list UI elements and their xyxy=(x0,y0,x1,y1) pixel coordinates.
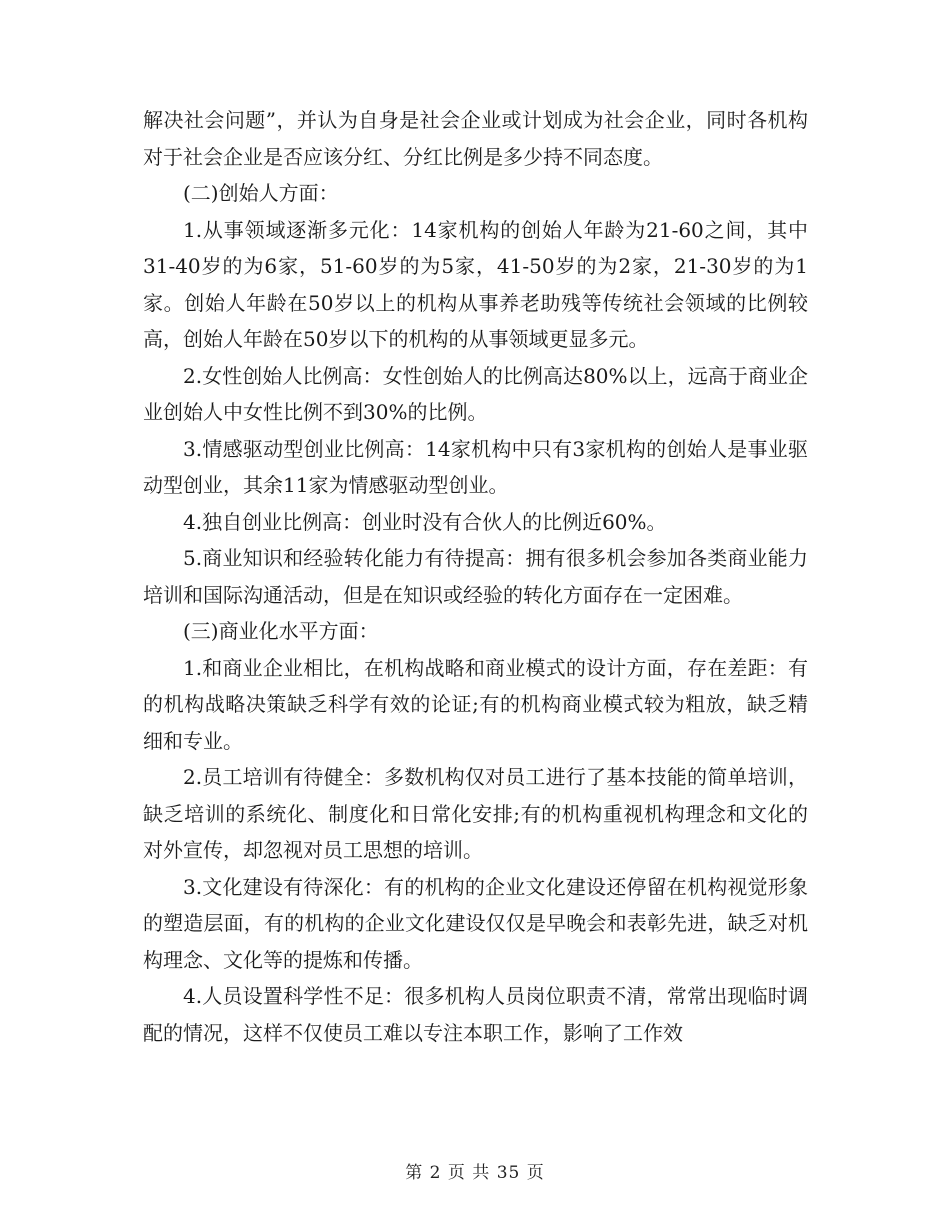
paragraph-founders-3: 3.情感驱动型创业比例高：14家机构中只有3家机构的创始人是事业驱动型创业，其余11家为情感驱动型创业。 xyxy=(143,436,808,497)
paragraph-continuation: 解决社会问题”，并认为自身是社会企业或计划成为社会企业，同时各机构对于社会企业是否应该分红、分红比例是多少持不同态度。 xyxy=(143,108,808,169)
paragraph-commercialization-1: 1.和商业企业相比，在机构战略和商业模式的设计方面，存在差距：有的机构战略决策缺乏科学有效的论证;有的机构商业模式较为粗放，缺乏精细和专业。 xyxy=(143,655,808,753)
paragraph-commercialization-3: 3.文化建设有待深化：有的机构的企业文化建设还停留在机构视觉形象的塑造层面，有的机构的企业文化建设仅仅是早晚会和表彰先进，缺乏对机构理念、文化等的提炼和传播。 xyxy=(143,874,808,972)
page-number-footer: 第 2 页 共 35 页 xyxy=(405,1163,545,1183)
section-heading-founders: (二)创始人方面： xyxy=(183,181,339,205)
paragraph-founders-5: 5.商业知识和经验转化能力有待提高：拥有很多机会参加各类商业能力培训和国际沟通活动，但是在知识或经验的转化方面存在一定困难。 xyxy=(143,546,808,607)
paragraph-commercialization-4: 4.人员设置科学性不足：很多机构人员岗位职责不清，常常出现临时调配的情况，这样不仅使员工难以专注本职工作，影响了工作效 xyxy=(143,984,808,1045)
section-heading-commercialization: (三)商业化水平方面： xyxy=(183,619,379,643)
document-body xyxy=(143,102,808,1051)
paragraph-founders-1: 1.从事领域逐渐多元化：14家机构的创始人年龄为21-60之间，其中31-40岁的为6家，51-60岁的为5家，41-50岁的为2家，21-30岁的为1家。创始人年龄在50岁以上的机构从事养老助残等传统社会领域的比例较高，创始人年龄在50岁以下的机构的从事领域更显多元。 xyxy=(143,217,808,351)
paragraph-founders-2: 2.女性创始人比例高：女性创始人的比例高达80%以上，远高于商业企业创始人中女性比例不到30%的比例。 xyxy=(143,363,808,424)
paragraph-founders-4: 4.独自创业比例高：创业时没有合伙人的比例近60%。 xyxy=(183,509,667,534)
paragraph-commercialization-2: 2.员工培训有待健全：多数机构仅对员工进行了基本技能的简单培训，缺乏培训的系统化、制度化和日常化安排;有的机构重视机构理念和文化的对外宣传，却忽视对员工思想的培训。 xyxy=(143,765,808,862)
